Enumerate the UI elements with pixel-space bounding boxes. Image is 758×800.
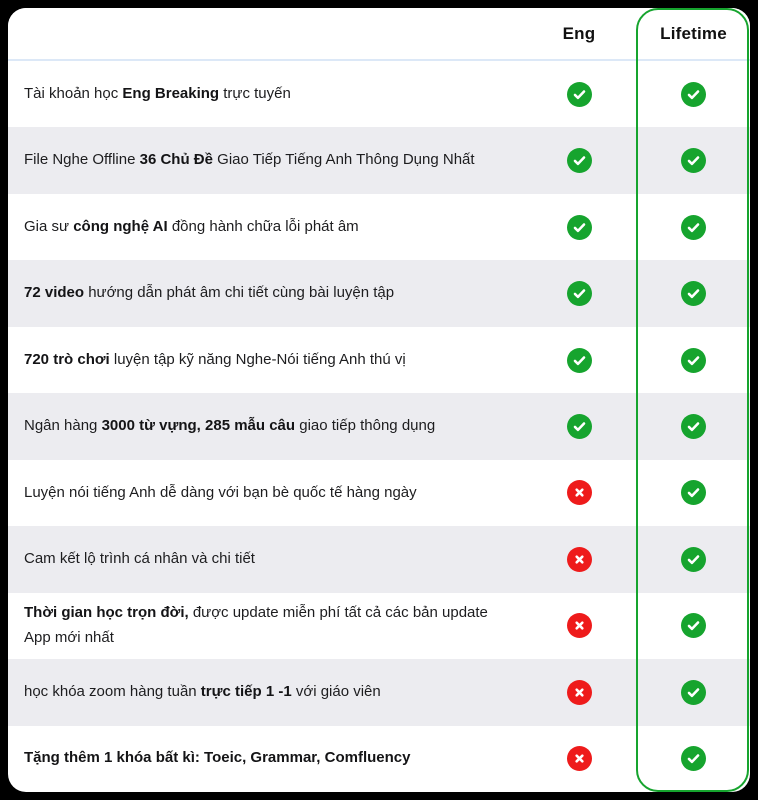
eng-availability-cell xyxy=(521,281,637,306)
feature-row xyxy=(8,726,750,792)
feature-label-part: 36 Chủ Đề xyxy=(139,151,213,169)
feature-row xyxy=(8,260,750,326)
feature-label xyxy=(8,348,521,373)
feature-label-part: Giao Tiếp Tiếng Anh Thông Dụng Nhất xyxy=(212,151,475,169)
feature-label-part: được update miễn phí tất cả các bản update App mới nhất xyxy=(24,604,488,646)
check-icon xyxy=(681,680,706,705)
check-icon xyxy=(567,82,592,107)
cross-icon xyxy=(567,547,592,572)
feature-label-part: 72 video xyxy=(24,284,85,302)
check-icon xyxy=(681,348,706,373)
feature-label-part: Ngân hàng xyxy=(24,417,102,435)
feature-label xyxy=(8,281,521,306)
feature-label-part: File Nghe Offline xyxy=(24,151,140,169)
feature-label-part: Tài khoản học xyxy=(24,84,123,102)
feature-row xyxy=(8,61,750,127)
table-header xyxy=(8,8,750,61)
check-icon xyxy=(567,148,592,173)
lifetime-availability-cell xyxy=(637,414,750,439)
eng-availability-cell xyxy=(521,414,637,439)
feature-row xyxy=(8,593,750,659)
feature-row xyxy=(8,127,750,193)
lifetime-availability-cell xyxy=(637,480,750,505)
check-icon xyxy=(681,215,706,240)
eng-availability-cell xyxy=(521,82,637,107)
eng-availability-cell xyxy=(521,547,637,572)
feature-label-part: công nghệ AI xyxy=(73,217,168,235)
feature-label-part: học khóa zoom hàng tuần xyxy=(24,682,201,700)
feature-label-part: trực tiếp 1 -1 xyxy=(200,682,292,700)
lifetime-availability-cell xyxy=(637,82,750,107)
cross-icon xyxy=(567,746,592,771)
cross-icon xyxy=(567,613,592,638)
feature-label-part: Luyện nói tiếng Anh dễ dàng với bạn bè quốc tế hàng ngày xyxy=(24,483,417,501)
feature-label-part: Cam kết lộ trình cá nhân và chi tiết xyxy=(24,550,255,568)
feature-row xyxy=(8,659,750,725)
eng-availability-cell xyxy=(521,215,637,240)
column-header-eng: Eng xyxy=(562,23,596,43)
feature-label xyxy=(8,148,521,173)
lifetime-availability-cell xyxy=(637,680,750,705)
check-icon xyxy=(681,547,706,572)
feature-row xyxy=(8,327,750,393)
feature-label xyxy=(8,481,521,506)
feature-row xyxy=(8,194,750,260)
check-icon xyxy=(681,281,706,306)
feature-label xyxy=(8,547,521,572)
feature-row xyxy=(8,526,750,592)
check-icon xyxy=(681,613,706,638)
feature-label-part: hướng dẫn phát âm chi tiết cùng bài luyện tập xyxy=(84,284,395,302)
check-icon xyxy=(681,480,706,505)
eng-availability-cell xyxy=(521,746,637,771)
lifetime-availability-cell xyxy=(637,348,750,373)
eng-availability-cell xyxy=(521,613,637,638)
feature-label-part: với giáo viên xyxy=(291,682,381,700)
feature-label-part: Thời gian học trọn đời, xyxy=(24,604,189,622)
feature-label xyxy=(8,601,521,651)
eng-availability-cell xyxy=(521,480,637,505)
lifetime-availability-cell xyxy=(637,746,750,771)
feature-label xyxy=(8,746,521,771)
check-icon xyxy=(681,148,706,173)
lifetime-availability-cell xyxy=(637,281,750,306)
feature-label xyxy=(8,82,521,107)
feature-label-part: Tặng thêm 1 khóa bất kì: Toeic, Grammar, Comfluency xyxy=(24,749,411,767)
feature-label xyxy=(8,215,521,240)
feature-label-part: trực tuyến xyxy=(219,84,291,102)
check-icon xyxy=(681,414,706,439)
feature-label xyxy=(8,680,521,705)
feature-rows xyxy=(8,61,750,792)
feature-label-part: Gia sư xyxy=(24,217,74,235)
eng-availability-cell xyxy=(521,148,637,173)
feature-row xyxy=(8,393,750,459)
feature-label-part: 3000 từ vựng, 285 mẫu câu xyxy=(101,417,296,435)
column-header-lifetime: Lifetime xyxy=(660,23,727,43)
lifetime-availability-cell xyxy=(637,547,750,572)
eng-availability-cell xyxy=(521,680,637,705)
lifetime-availability-cell xyxy=(637,148,750,173)
cross-icon xyxy=(567,480,592,505)
lifetime-availability-cell xyxy=(637,613,750,638)
feature-label-part: Eng Breaking xyxy=(122,84,220,102)
feature-row xyxy=(8,460,750,526)
feature-label xyxy=(8,414,521,439)
feature-label-part: luyện tập kỹ năng Nghe-Nói tiếng Anh thú vị xyxy=(109,350,406,368)
plan-comparison-table xyxy=(8,8,750,792)
feature-label-part: giao tiếp thông dụng xyxy=(295,417,436,435)
cross-icon xyxy=(567,680,592,705)
check-icon xyxy=(567,414,592,439)
check-icon xyxy=(567,281,592,306)
feature-label-part: đồng hành chữa lỗi phát âm xyxy=(167,217,359,235)
lifetime-availability-cell xyxy=(637,215,750,240)
check-icon xyxy=(567,348,592,373)
eng-availability-cell xyxy=(521,348,637,373)
check-icon xyxy=(681,82,706,107)
feature-label-part: 720 trò chơi xyxy=(24,350,110,368)
check-icon xyxy=(681,746,706,771)
check-icon xyxy=(567,215,592,240)
